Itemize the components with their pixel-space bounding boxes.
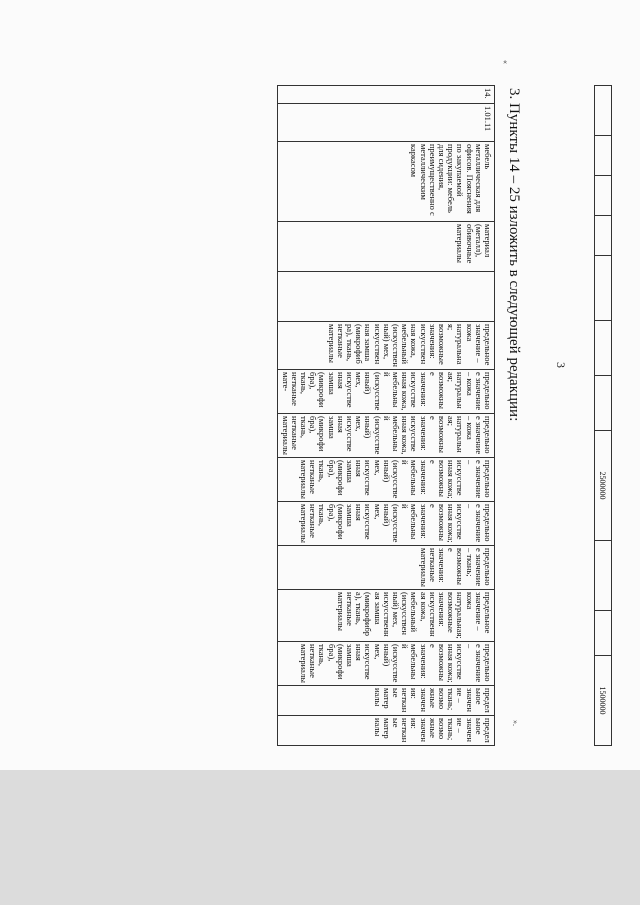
row-col-b: предельное значение – кожа натуральная; возможные значения: искусственная кожа, мебельный (искусственный) мех, искусственная замша (микрофибра), ткань, нетканые мате- xyxy=(278,370,495,414)
page-number: 3 xyxy=(554,362,568,368)
row-col-f: предельное значение – ткань; возможные значения: нетканые материалы xyxy=(278,546,495,590)
strip-cell xyxy=(595,176,612,216)
empty-cell xyxy=(278,272,495,322)
strip-cell xyxy=(595,376,612,431)
strip-cell xyxy=(595,216,612,256)
row-attribute: материал (металл), обивочные материалы xyxy=(278,222,495,272)
row-number: 14. xyxy=(278,86,495,104)
strip-cell xyxy=(595,136,612,176)
strip-cell xyxy=(595,541,612,611)
strip-cell xyxy=(595,256,612,321)
main-table xyxy=(277,85,495,746)
strip-cell xyxy=(595,321,612,376)
row-col-g: предельное значение – кожа натуральная; возможные значения: искусственная кожа, мебельный (искусственный) мех, искусственная замша (микрофибра), ткань, нетканые материалы xyxy=(278,590,495,642)
row-col-e: предельное значение – искусственная кожа; возможные значения: мебельный (искусственный) мех, искусственная замша (микрофибра), ткань, нетканые материалы xyxy=(278,502,495,546)
strip-price-2500000: 2500000 xyxy=(595,431,612,541)
row-col-a: предельное значение – кожа натуральная; возможные значения: искусственная кожа, мебельный (искусственный) мех, искусственная замша (микрофибра), ткань, нетканые материалы xyxy=(278,322,495,370)
scanner-background xyxy=(0,770,640,905)
strip-price-1500000: 1500000 xyxy=(595,656,612,746)
strip-cell xyxy=(595,86,612,136)
section-title: 3. Пункты 14 – 25 изложить в следующей редакции: xyxy=(506,88,522,422)
table-row xyxy=(278,86,495,746)
row-product: мебель металлическая для офисов. Пояснения по закупаемой продукции: мебель для сидения, преимущественно с металлическим каркасом xyxy=(278,142,495,222)
row-col-h: предельное значение – искусственная кожа; возможные значения: мебельный (искусственный) мех, искусственная замша (микрофибра), ткань, нетканые материалы xyxy=(278,642,495,686)
row-col-j: предельное значение – ткань; возможные значения: нетканые материалы xyxy=(278,716,495,746)
row-col-c: предельное значение – кожа натуральная; возможные значения: искусственная кожа, мебельный (искусственный) мех, искусственная замша (микрофибра), ткань, нетканые материалы xyxy=(278,414,495,458)
row-col-i: предельное значение – ткань; возможные значения: нетканые материалы xyxy=(278,686,495,716)
quote-mark-open: « xyxy=(501,60,510,64)
strip-cell xyxy=(595,611,612,656)
price-strip-table xyxy=(594,85,612,746)
quote-mark-close: ». xyxy=(511,720,520,726)
row-col-d: предельное значение – искусственная кожа; возможные значения: мебельный (искусственный) мех, искусственная замша (микрофибра), ткань, нетканые материалы xyxy=(278,458,495,502)
row-code: 1.01.11 xyxy=(278,104,495,142)
